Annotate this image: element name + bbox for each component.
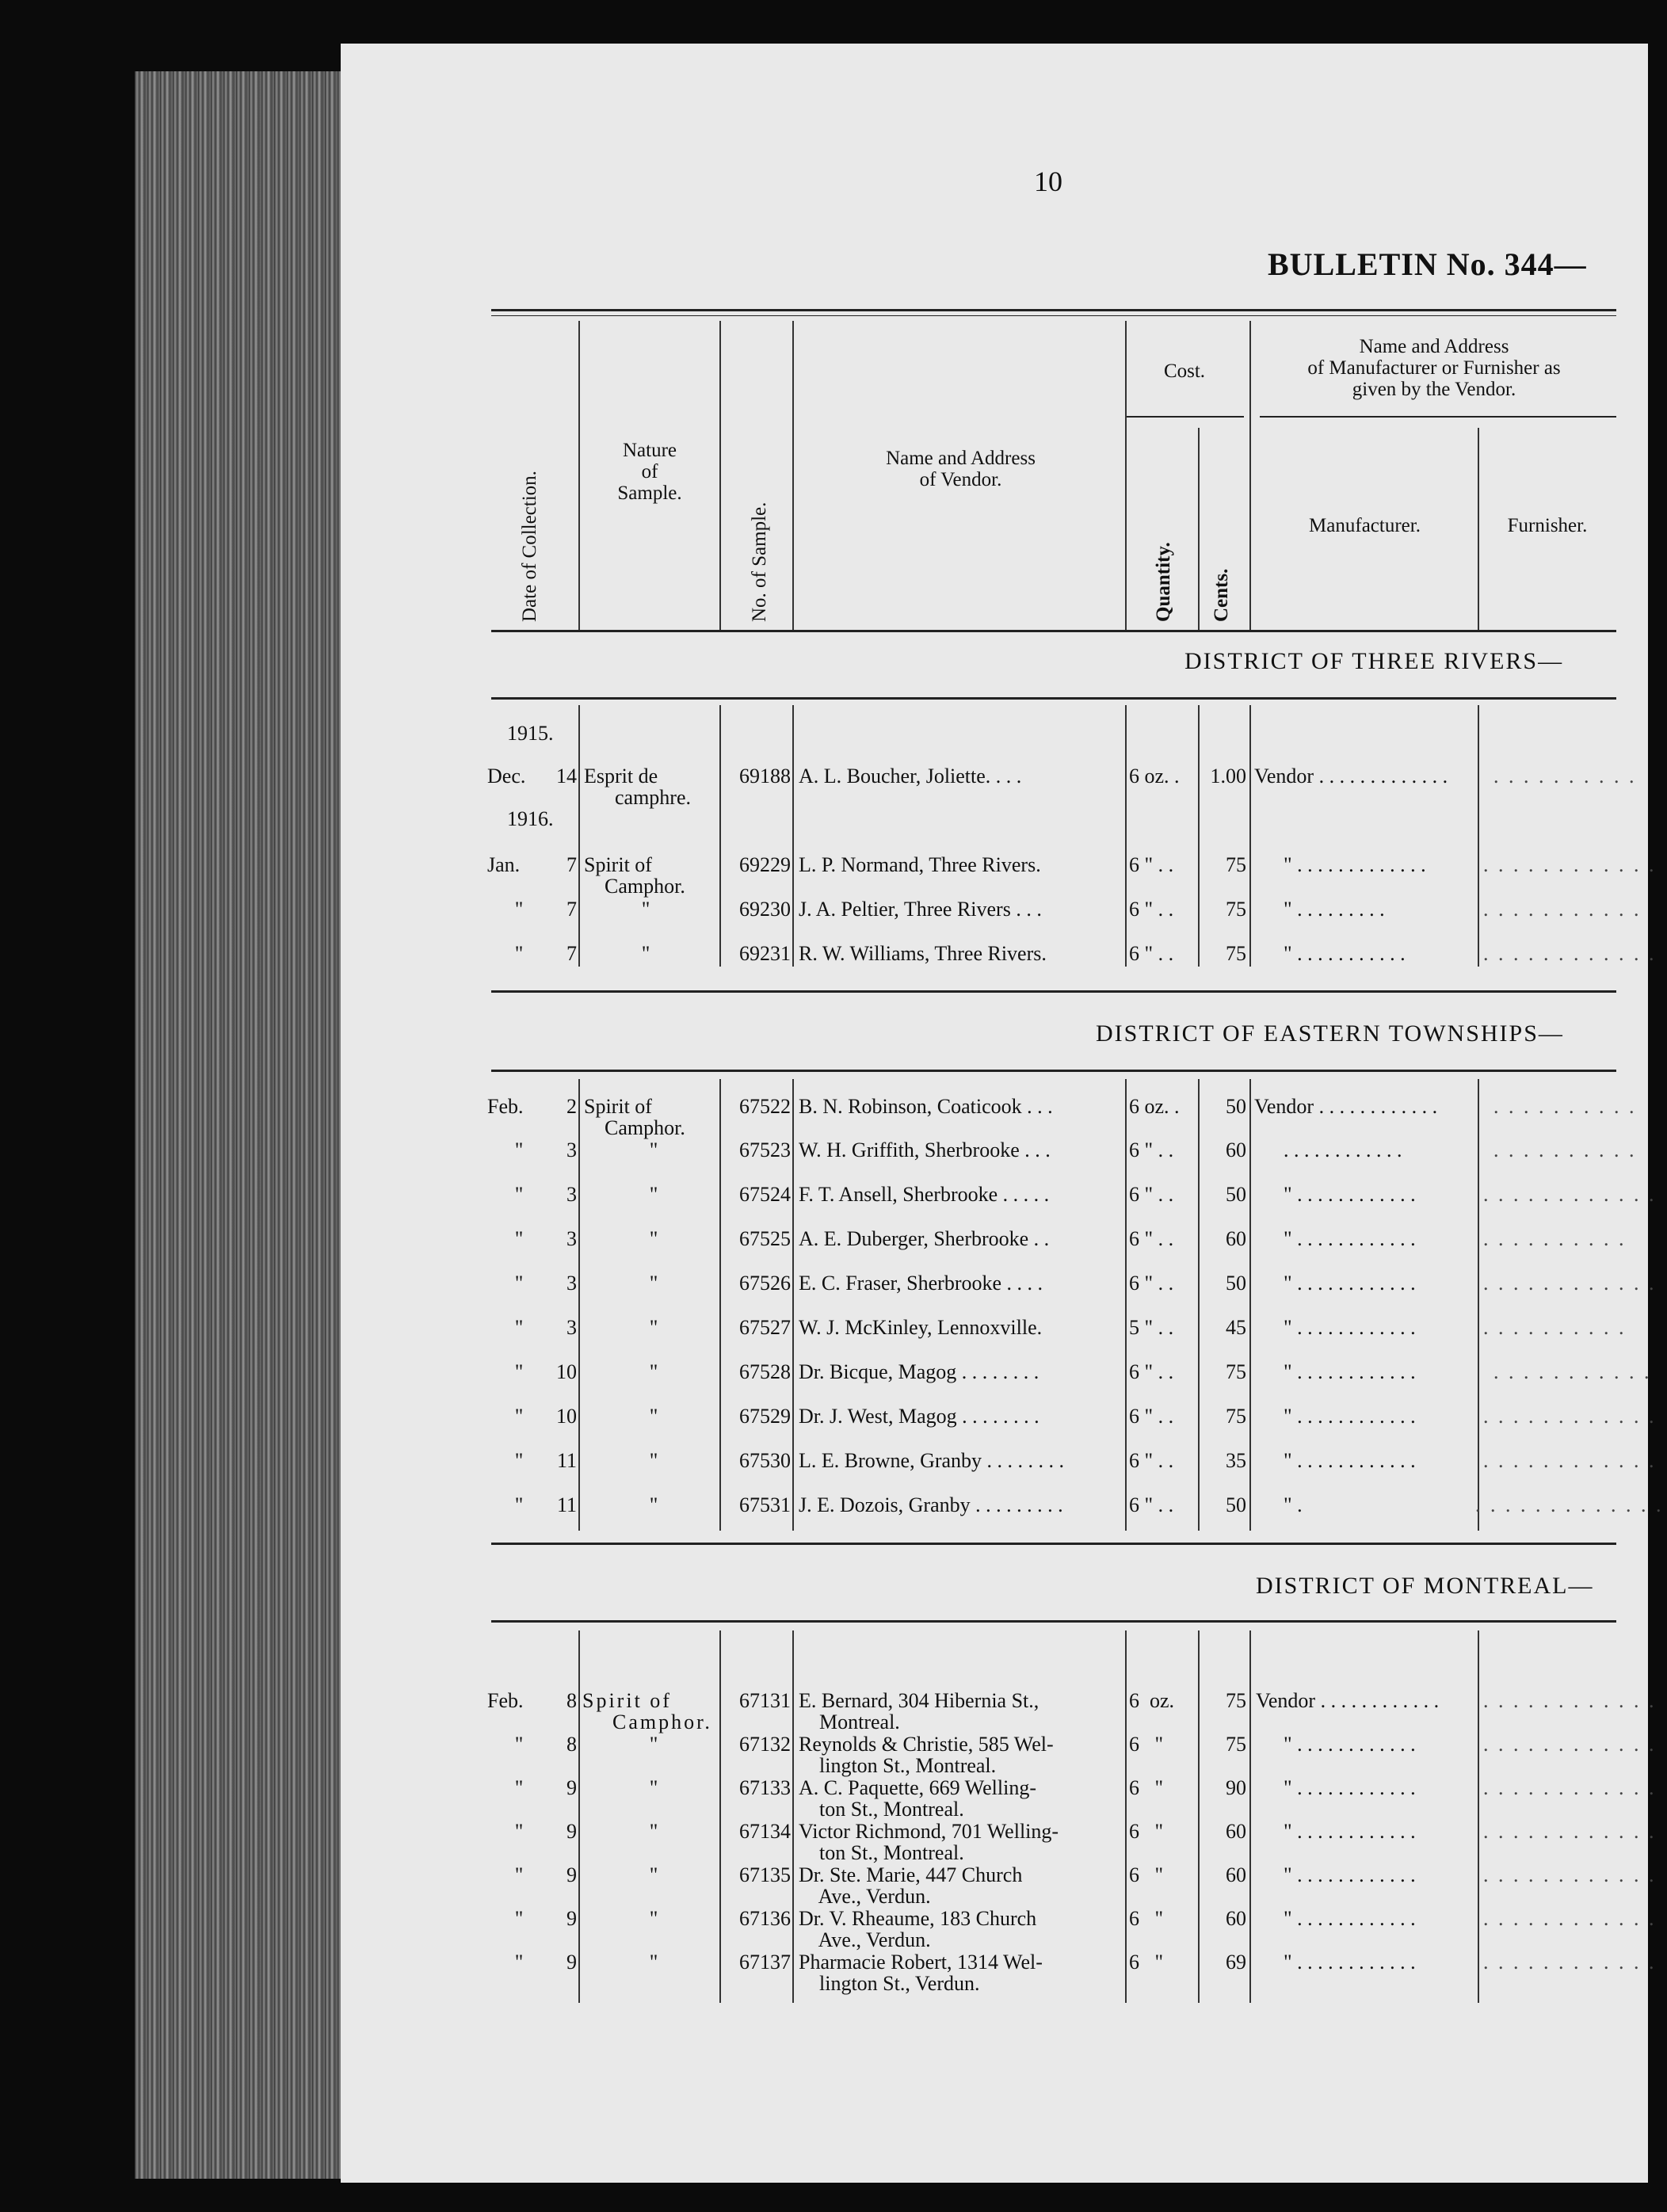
row-furnisher: . . . . . . . . . . . .: [1483, 1776, 1657, 1799]
row-nature: ": [649, 1776, 658, 1799]
row-quantity: 6 ": [1129, 1907, 1164, 1930]
row-month: ": [514, 1405, 524, 1428]
column-divider: [792, 705, 794, 967]
row-vendor: A. L. Boucher, Joliette. . . .: [799, 765, 1022, 788]
row-quantity: 6 oz.: [1129, 1689, 1175, 1712]
column-divider: [578, 705, 580, 967]
header-col-divider: [792, 321, 794, 630]
page-number: 10: [1034, 166, 1062, 197]
row-month: Jan.: [487, 853, 521, 876]
column-divider: [719, 1630, 721, 2003]
row-cents: 75: [1226, 1689, 1246, 1712]
row-quantity: 6 ": [1129, 1776, 1164, 1799]
row-month: Feb.: [487, 1689, 524, 1712]
header-cents: Cents.: [1211, 568, 1232, 622]
row-cents: 75: [1226, 1360, 1246, 1383]
row-vendor: A. E. Duberger, Sherbrooke . .: [799, 1227, 1050, 1250]
row-furnisher: . . . . . . . . . . . .: [1483, 1863, 1657, 1886]
row-manufacturer: " . . . . . . . . . . . .: [1284, 1863, 1416, 1886]
column-divider: [1125, 705, 1127, 967]
column-divider: [1125, 1630, 1127, 2003]
row-day: 7: [566, 942, 577, 965]
column-divider: [1125, 1079, 1127, 1531]
row-day: 10: [556, 1405, 577, 1428]
row-day: 11: [556, 1493, 577, 1516]
row-furnisher: . . . . . . . . . . . .: [1483, 1733, 1657, 1756]
row-nature: ": [649, 1316, 658, 1339]
row-vendor: Dr. Ste. Marie, 447 Church Ave., Verdun.: [799, 1863, 1023, 1908]
row-day: 14: [556, 765, 577, 788]
row-manufacturer: " . . . . . . . . . . . .: [1284, 1733, 1416, 1756]
row-sample-number: 69231: [739, 942, 791, 965]
row-month: ": [514, 1316, 524, 1339]
row-vendor: W. H. Griffith, Sherbrooke . . .: [799, 1138, 1051, 1161]
row-cents: 50: [1226, 1493, 1246, 1516]
row-nature: ": [649, 1907, 658, 1930]
row-month: ": [514, 1863, 524, 1886]
row-day: 9: [566, 1776, 577, 1799]
row-manufacturer: " . . . . . . . . . . . .: [1284, 1227, 1416, 1250]
row-nature: ": [649, 1863, 658, 1886]
row-vendor: J. A. Peltier, Three Rivers . . .: [799, 898, 1042, 921]
row-nature: Spirit of Camphor.: [582, 1689, 712, 1733]
row-cents: 50: [1226, 1183, 1246, 1206]
row-day: 9: [566, 1863, 577, 1886]
row-sample-number: 67136: [739, 1907, 791, 1930]
row-nature: ": [649, 1183, 658, 1206]
row-manufacturer: Vendor . . . . . . . . . . . .: [1254, 1095, 1438, 1118]
column-divider: [1478, 705, 1479, 967]
column-divider: [792, 1630, 794, 2003]
row-vendor: L. P. Normand, Three Rivers.: [799, 853, 1041, 876]
row-cents: 69: [1226, 1951, 1246, 1974]
row-sample-number: 69230: [739, 898, 791, 921]
row-month: ": [514, 1820, 524, 1843]
row-sample-number: 67526: [739, 1272, 791, 1295]
row-sample-number: 67132: [739, 1733, 791, 1756]
header-col-divider: [1478, 428, 1479, 630]
maker-subheader-rule: [1260, 416, 1616, 418]
district-heading: DISTRICT OF MONTREAL—: [1256, 1573, 1594, 1599]
row-vendor: Dr. Bicque, Magog . . . . . . . .: [799, 1360, 1039, 1383]
row-vendor: E. C. Fraser, Sherbrooke . . . .: [799, 1272, 1043, 1295]
column-divider: [1198, 1630, 1200, 2003]
row-month: ": [514, 1776, 524, 1799]
row-month: ": [514, 898, 524, 921]
district-heading: DISTRICT OF THREE RIVERS—: [1184, 648, 1564, 674]
header-cost: Cost.: [1163, 360, 1206, 382]
row-quantity: 6 ": [1129, 1951, 1164, 1974]
row-day: 10: [556, 1360, 577, 1383]
row-cents: 45: [1226, 1316, 1246, 1339]
header-col-divider: [719, 321, 721, 630]
row-vendor: Pharmacie Robert, 1314 Wel- lington St., Verdun.: [799, 1951, 1043, 1995]
row-quantity: 6 " . .: [1129, 1449, 1174, 1472]
row-nature: ": [649, 1227, 658, 1250]
table-top-rule: [491, 309, 1616, 311]
row-manufacturer: Vendor . . . . . . . . . . . .: [1256, 1689, 1440, 1712]
book-binding-edge: [135, 71, 357, 2179]
row-quantity: 6 " . .: [1129, 1272, 1174, 1295]
row-furnisher: . . . . . . . . . . . .: [1483, 1689, 1657, 1712]
row-manufacturer: " . . . . . . . . . . . .: [1284, 1820, 1416, 1843]
row-month: ": [514, 1272, 524, 1295]
row-vendor: A. C. Paquette, 669 Welling- ton St., Montreal.: [799, 1776, 1037, 1821]
row-vendor: E. Bernard, 304 Hibernia St., Montreal.: [799, 1689, 1039, 1733]
row-sample-number: 67525: [739, 1227, 791, 1250]
row-nature: ": [649, 1820, 658, 1843]
row-sample-number: 67137: [739, 1951, 791, 1974]
header-quantity: Quantity.: [1153, 542, 1174, 622]
header-bottom-rule: [491, 630, 1616, 632]
row-vendor: Dr. V. Rheaume, 183 Church Ave., Verdun.: [799, 1907, 1037, 1951]
row-sample-number: 67528: [739, 1360, 791, 1383]
row-manufacturer: " . . . . . . . . . . . .: [1284, 1272, 1416, 1295]
row-quantity: 6 " . .: [1129, 1405, 1174, 1428]
district-end-rule: [491, 990, 1616, 993]
row-furnisher: . . . . . . . . . . .: [1493, 1360, 1652, 1383]
row-furnisher: . . . . . . . . . . . .: [1483, 1183, 1657, 1206]
row-day: 11: [556, 1449, 577, 1472]
row-cents: 75: [1226, 898, 1246, 921]
column-divider: [1249, 1079, 1251, 1531]
column-divider: [1249, 1630, 1251, 2003]
row-manufacturer: " . . . . . . . . . . . .: [1284, 1776, 1416, 1799]
column-divider: [1478, 1630, 1479, 2003]
row-nature: ": [649, 1360, 658, 1383]
row-quantity: 6 ": [1129, 1820, 1164, 1843]
column-divider: [1249, 705, 1251, 967]
row-cents: 60: [1226, 1907, 1246, 1930]
row-manufacturer: " . . . . . . . . . . . .: [1284, 1405, 1416, 1428]
row-manufacturer: . . . . . . . . . . . .: [1284, 1138, 1402, 1161]
row-vendor: J. E. Dozois, Granby . . . . . . . . .: [799, 1493, 1063, 1516]
row-month: ": [514, 1449, 524, 1472]
row-month: ": [514, 1907, 524, 1930]
row-nature: ": [649, 1405, 658, 1428]
row-cents: 1.00: [1210, 765, 1246, 788]
row-quantity: 6 " . .: [1129, 1183, 1174, 1206]
row-nature: ": [649, 1493, 658, 1516]
cost-subheader-rule: [1125, 416, 1244, 418]
row-furnisher: . . . . . . . . . . .: [1483, 898, 1642, 921]
row-month: Feb.: [487, 1095, 524, 1118]
year-label: 1916.: [507, 807, 554, 830]
row-quantity: 6 oz. .: [1129, 1095, 1180, 1118]
row-quantity: 6 ": [1129, 1733, 1164, 1756]
row-nature: ": [641, 898, 650, 921]
row-furnisher: . . . . . . . . . .: [1493, 765, 1637, 788]
bulletin-title: BULLETIN No. 344—: [1268, 246, 1587, 282]
header-manufacturer-furnisher-group: Name and Address of Manufacturer or Furnisher as given by the Vendor.: [1307, 336, 1561, 400]
row-furnisher: . . . . . . . . . . . .: [1483, 1820, 1657, 1843]
row-month: ": [514, 942, 524, 965]
row-sample-number: 67530: [739, 1449, 791, 1472]
row-quantity: 6 oz. .: [1129, 765, 1180, 788]
row-cents: 50: [1226, 1272, 1246, 1295]
header-col-divider: [1198, 428, 1200, 630]
row-furnisher: . . . . . . . . . . . .: [1483, 942, 1657, 965]
row-vendor: Dr. J. West, Magog . . . . . . . .: [799, 1405, 1039, 1428]
row-quantity: 6 " . .: [1129, 1360, 1174, 1383]
row-vendor: Victor Richmond, 701 Welling- ton St., Montreal.: [799, 1820, 1059, 1864]
row-furnisher: . . . . . . . . . .: [1483, 1316, 1627, 1339]
row-day: 9: [566, 1907, 577, 1930]
row-furnisher: . . . . . . . . . .: [1493, 1095, 1637, 1118]
row-furnisher: . . . . . . . . . . . .: [1483, 1449, 1657, 1472]
row-vendor: L. E. Browne, Granby . . . . . . . .: [799, 1449, 1065, 1472]
row-cents: 60: [1226, 1863, 1246, 1886]
row-manufacturer: " . . . . . . . . . . . .: [1284, 1449, 1416, 1472]
district-rule: [491, 697, 1616, 700]
row-day: 3: [566, 1272, 577, 1295]
row-sample-number: 67133: [739, 1776, 791, 1799]
row-day: 8: [566, 1733, 577, 1756]
row-sample-number: 67522: [739, 1095, 791, 1118]
row-day: 3: [566, 1183, 577, 1206]
district-end-rule: [491, 1543, 1616, 1545]
row-month: ": [514, 1493, 524, 1516]
row-day: 9: [566, 1820, 577, 1843]
row-cents: 60: [1226, 1227, 1246, 1250]
column-divider: [1478, 1079, 1479, 1531]
row-quantity: 6 " . .: [1129, 1138, 1174, 1161]
row-day: 8: [566, 1689, 577, 1712]
row-sample-number: 67134: [739, 1820, 791, 1843]
row-month: Dec.: [487, 765, 526, 788]
row-sample-number: 67531: [739, 1493, 791, 1516]
row-day: 3: [566, 1227, 577, 1250]
row-cents: 90: [1226, 1776, 1246, 1799]
row-month: ": [514, 1183, 524, 1206]
row-manufacturer: " . . . . . . . . . . . .: [1284, 1360, 1416, 1383]
row-cents: 75: [1226, 942, 1246, 965]
row-vendor: W. J. McKinley, Lennoxville.: [799, 1316, 1043, 1339]
district-rule: [491, 1620, 1616, 1623]
row-sample-number: 67523: [739, 1138, 791, 1161]
district-rule: [491, 1070, 1616, 1072]
row-manufacturer: " . . . . . . . . .: [1284, 898, 1385, 921]
row-cents: 60: [1226, 1820, 1246, 1843]
row-nature: Spirit of Camphor.: [584, 853, 685, 898]
row-quantity: 6 " . .: [1129, 942, 1174, 965]
header-manufacturer: Manufacturer.: [1309, 515, 1421, 536]
row-vendor: R. W. Williams, Three Rivers.: [799, 942, 1047, 965]
row-cents: 75: [1226, 853, 1246, 876]
row-cents: 35: [1226, 1449, 1246, 1472]
header-date-of-collection: Date of Collection.: [519, 471, 540, 622]
header-number-of-sample: No. of Sample.: [749, 502, 770, 622]
row-nature: ": [649, 1951, 658, 1974]
row-nature: ": [649, 1449, 658, 1472]
row-day: 7: [566, 853, 577, 876]
row-manufacturer: " . . . . . . . . . . . .: [1284, 1907, 1416, 1930]
row-manufacturer: " . . . . . . . . . . . . .: [1284, 853, 1426, 876]
column-divider: [578, 1630, 580, 2003]
row-vendor: Reynolds & Christie, 585 Wel- lington St., Montreal.: [799, 1733, 1054, 1777]
row-sample-number: 67527: [739, 1316, 791, 1339]
row-manufacturer: " . . . . . . . . . . . .: [1284, 1183, 1416, 1206]
header-col-divider: [1249, 321, 1251, 630]
row-manufacturer: " . . . . . . . . . . . .: [1284, 1316, 1416, 1339]
year-label: 1915.: [507, 722, 554, 745]
row-sample-number: 69229: [739, 853, 791, 876]
row-furnisher: . . . . . . . . . .: [1483, 1227, 1627, 1250]
row-nature: Spirit of Camphor.: [584, 1095, 685, 1139]
column-divider: [719, 705, 721, 967]
row-cents: 75: [1226, 1405, 1246, 1428]
row-sample-number: 67131: [739, 1689, 791, 1712]
row-month: ": [514, 1733, 524, 1756]
row-month: ": [514, 1138, 524, 1161]
row-vendor: F. T. Ansell, Sherbrooke . . . . .: [799, 1183, 1050, 1206]
row-day: 7: [566, 898, 577, 921]
row-quantity: 6 ": [1129, 1863, 1164, 1886]
column-divider: [578, 1079, 580, 1531]
row-day: 9: [566, 1951, 577, 1974]
row-furnisher: . . . . . . . . . . . .: [1483, 1907, 1657, 1930]
row-sample-number: 67135: [739, 1863, 791, 1886]
row-manufacturer: Vendor . . . . . . . . . . . . .: [1254, 765, 1448, 788]
row-vendor: B. N. Robinson, Coaticook . . .: [799, 1095, 1053, 1118]
row-sample-number: 69188: [739, 765, 791, 788]
district-heading: DISTRICT OF EASTERN TOWNSHIPS—: [1096, 1020, 1564, 1047]
row-manufacturer: " .: [1284, 1493, 1303, 1516]
row-nature: ": [649, 1733, 658, 1756]
header-furnisher: Furnisher.: [1507, 515, 1588, 536]
row-sample-number: 67529: [739, 1405, 791, 1428]
row-quantity: 6 " . .: [1129, 898, 1174, 921]
row-day: 2: [566, 1095, 577, 1118]
row-nature: ": [641, 942, 650, 965]
row-month: ": [514, 1227, 524, 1250]
row-manufacturer: " . . . . . . . . . . . .: [1284, 1951, 1416, 1974]
header-vendor: Name and Address of Vendor.: [886, 448, 1036, 490]
row-cents: 75: [1226, 1733, 1246, 1756]
row-furnisher: . . . . . . . . . . . .: [1483, 1951, 1657, 1974]
row-furnisher: . . . . . . . . . . . .: [1483, 1405, 1657, 1428]
header-nature-of-sample: Nature of Sample.: [617, 440, 682, 504]
row-nature: ": [649, 1138, 658, 1161]
row-furnisher: . . . . . . . . . . . . .: [1475, 1493, 1664, 1516]
row-month: ": [514, 1951, 524, 1974]
row-sample-number: 67524: [739, 1183, 791, 1206]
row-day: 3: [566, 1316, 577, 1339]
row-nature: Esprit de camphre.: [584, 765, 692, 809]
header-col-divider: [578, 321, 580, 630]
row-nature: ": [649, 1272, 658, 1295]
row-quantity: 6 " . .: [1129, 1493, 1174, 1516]
row-day: 3: [566, 1138, 577, 1161]
row-furnisher: . . . . . . . . . .: [1493, 1138, 1637, 1161]
row-manufacturer: " . . . . . . . . . . .: [1284, 942, 1406, 965]
column-divider: [792, 1079, 794, 1531]
row-furnisher: . . . . . . . . . . . .: [1483, 1272, 1657, 1295]
row-quantity: 6 " . .: [1129, 853, 1174, 876]
column-divider: [1198, 705, 1200, 967]
row-furnisher: . . . . . . . . . . . .: [1483, 853, 1657, 876]
row-quantity: 5 " . .: [1129, 1316, 1174, 1339]
row-month: ": [514, 1360, 524, 1383]
table-top-rule-thin: [491, 315, 1616, 316]
row-cents: 50: [1226, 1095, 1246, 1118]
row-quantity: 6 " . .: [1129, 1227, 1174, 1250]
row-cents: 60: [1226, 1138, 1246, 1161]
